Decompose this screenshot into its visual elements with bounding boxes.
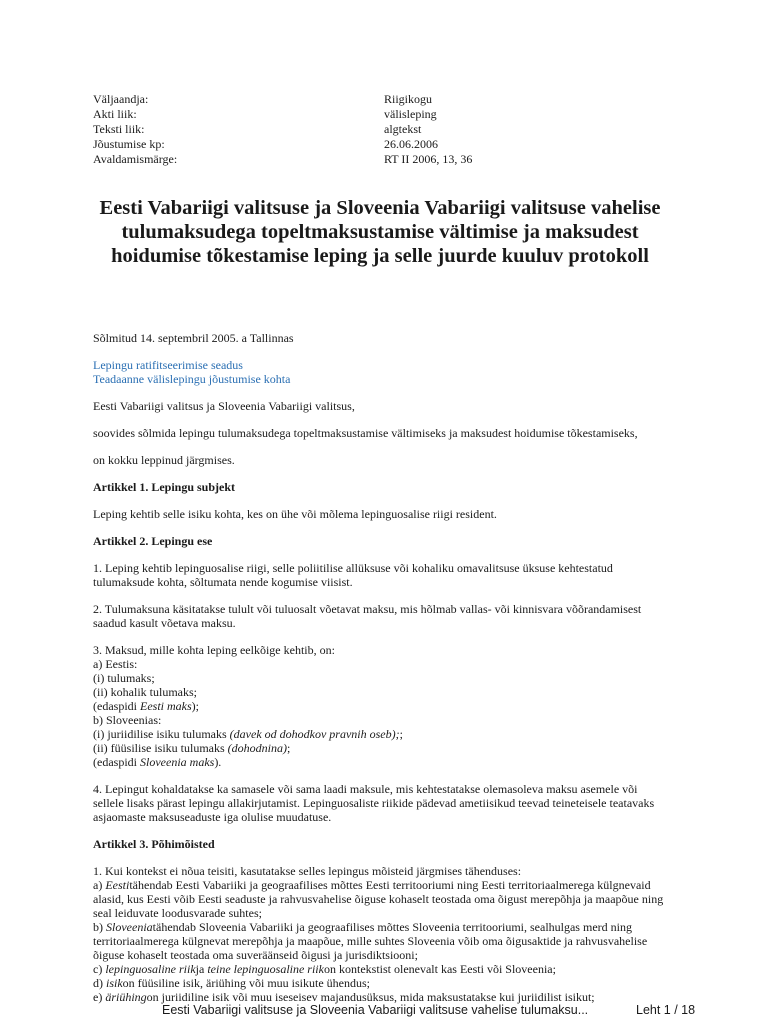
metadata-key: Teksti liik: <box>93 122 145 136</box>
list-item: (ii) füüsilise isiku tulumaks (dohodnina); <box>93 741 291 755</box>
definition-item: b) Sloveeniatähendab Sloveenia Vabariiki ja geograafilises mõttes Sloveenia territooriumi, sealhulgas merd ning territoriaalmerega külgnevat merepõhja ja maapõue, mille suhtes Sloveenia võib oma õigusaktide ja rahvusvahelise õiguse kohaselt teostada oma suveräänseid õigusi ja jurisdiktsiooni; <box>93 920 648 962</box>
viewer-footer <box>0 1000 768 1024</box>
article-paragraph: Leping kehtib selle isiku kohta, kes on ühe või mõlema lepinguosalise riigi resident. <box>93 507 497 521</box>
definitions-list <box>93 864 668 1004</box>
article-paragraph <box>93 643 668 769</box>
metadata-key: Avaldamismärge: <box>93 152 178 166</box>
intro-paragraph: on kokku leppinud järgmises. <box>93 453 235 467</box>
footer-document-title: Eesti Vabariigi valitsuse ja Sloveenia Vabariigi valitsuse vahelise tulumaksu... <box>162 1003 589 1017</box>
intro-paragraph: Eesti Vabariigi valitsus ja Sloveenia Vabariigi valitsus, <box>93 399 355 413</box>
intro-paragraph: soovides sõlmida lepingu tulumaksudega topeltmaksustamise vältimiseks ja maksudest hoidumise tõkestamiseks, <box>93 426 638 440</box>
definition-item: c) lepinguosaline riikja teine lepinguosaline riikon kontekstist olenevalt kas Eesti või Sloveenia; <box>93 962 556 976</box>
related-links <box>93 358 668 386</box>
metadata-table <box>93 92 472 167</box>
list-item: a) Eestis: <box>93 657 138 671</box>
document-title: Eesti Vabariigi valitsuse ja Sloveenia Vabariigi valitsuse vahelise tulumaksudega topeltmaksustamise vältimise ja maksudest hoidumise tõkestamise leping ja selle juurde kuuluv protokoll <box>99 197 661 267</box>
list-intro: 3. Maksud, mille kohta leping eelkõige kehtib, on: <box>93 643 335 657</box>
metadata-value: välisleping <box>384 107 437 121</box>
metadata-row <box>93 122 472 137</box>
list-item: b) Sloveenias: <box>93 713 162 727</box>
list-item: (i) juriidilise isiku tulumaks (davek od dohodkov pravnih oseb);; <box>93 727 403 741</box>
metadata-row <box>93 107 472 122</box>
article-heading: Artikkel 1. Lepingu subjekt <box>93 480 236 494</box>
metadata-key: Akti liik: <box>93 107 137 121</box>
signed-line: Sõlmitud 14. septembril 2005. a Tallinnas <box>93 331 294 345</box>
list-item: (i) tulumaks; <box>93 671 155 685</box>
metadata-row <box>93 152 472 167</box>
link-entry-into-force-notice[interactable]: Teadaanne välislepingu jõustumise kohta <box>93 372 291 386</box>
list-item: (edaspidi Sloveenia maks). <box>93 755 222 769</box>
metadata-row <box>93 137 472 152</box>
article-paragraph: 2. Tulumaksuna käsitatakse tulult või tuluosalt võetavat maksu, mis hõlmab vallas- või kinnisvara võõrandamisest saadud kasult võetava maksu. <box>93 602 642 630</box>
definition-item: a) Eestitähendab Eesti Vabariiki ja geograafilises mõttes Eesti territooriumi ning Eesti territoriaalmerega külgnevaid alasid, kus Eesti võib Eesti seaduste ja rahvusvahelise õiguse kohaselt teostada oma õigust merepõhja ja maapõue ning seal leiduvate loodusvarade suhtes; <box>93 878 664 920</box>
metadata-key: Väljaandja: <box>93 92 149 106</box>
metadata-key: Jõustumise kp: <box>93 137 165 151</box>
list-intro: 1. Kui kontekst ei nõua teisiti, kasutatakse selles lepingus mõisteid järgmises tähenduses: <box>93 864 522 878</box>
metadata-value: algtekst <box>384 122 422 136</box>
article-paragraph: 4. Lepingut kohaldatakse ka samasele või sama laadi maksule, mis kehtestatakse olemasoleva maksu asemele või sellele lisaks pärast lepingu allakirjutamist. Lepinguosaliste riikide pädevad ametiisikud teevad teineteisele teatavaks asjaomaste maksuseaduste iga olulise muudatuse. <box>93 782 655 824</box>
article-heading: Artikkel 2. Lepingu ese <box>93 534 213 548</box>
metadata-value: 26.06.2006 <box>384 137 438 151</box>
list-item: (ii) kohalik tulumaks; <box>93 685 197 699</box>
definition-item: d) isikon füüsiline isik, äriühing või muu isikute ühendus; <box>93 976 370 990</box>
document-body <box>93 331 668 1004</box>
page-indicator: Leht 1 / 18 <box>636 1003 696 1017</box>
list-item: (edaspidi Eesti maks); <box>93 699 199 713</box>
metadata-value: RT II 2006, 13, 36 <box>384 152 473 166</box>
article-paragraph: 1. Leping kehtib lepinguosalise riigi, selle poliitilise allüksuse või kohaliku omavalitsuse üksuse kehtestatud tulumaksude kohta, sõltumata nende kogumise viisist. <box>93 561 613 589</box>
definition-item: e) äriühingon juriidiline isik või muu iseseisev majandusüksus, mida maksustatakse kui juriidilist isikut; <box>93 990 595 1004</box>
metadata-row <box>93 92 472 107</box>
link-ratification-act[interactable]: Lepingu ratifitseerimise seadus <box>93 358 243 372</box>
article-heading: Artikkel 3. Põhimõisted <box>93 837 215 851</box>
metadata-value: Riigikogu <box>384 92 433 106</box>
